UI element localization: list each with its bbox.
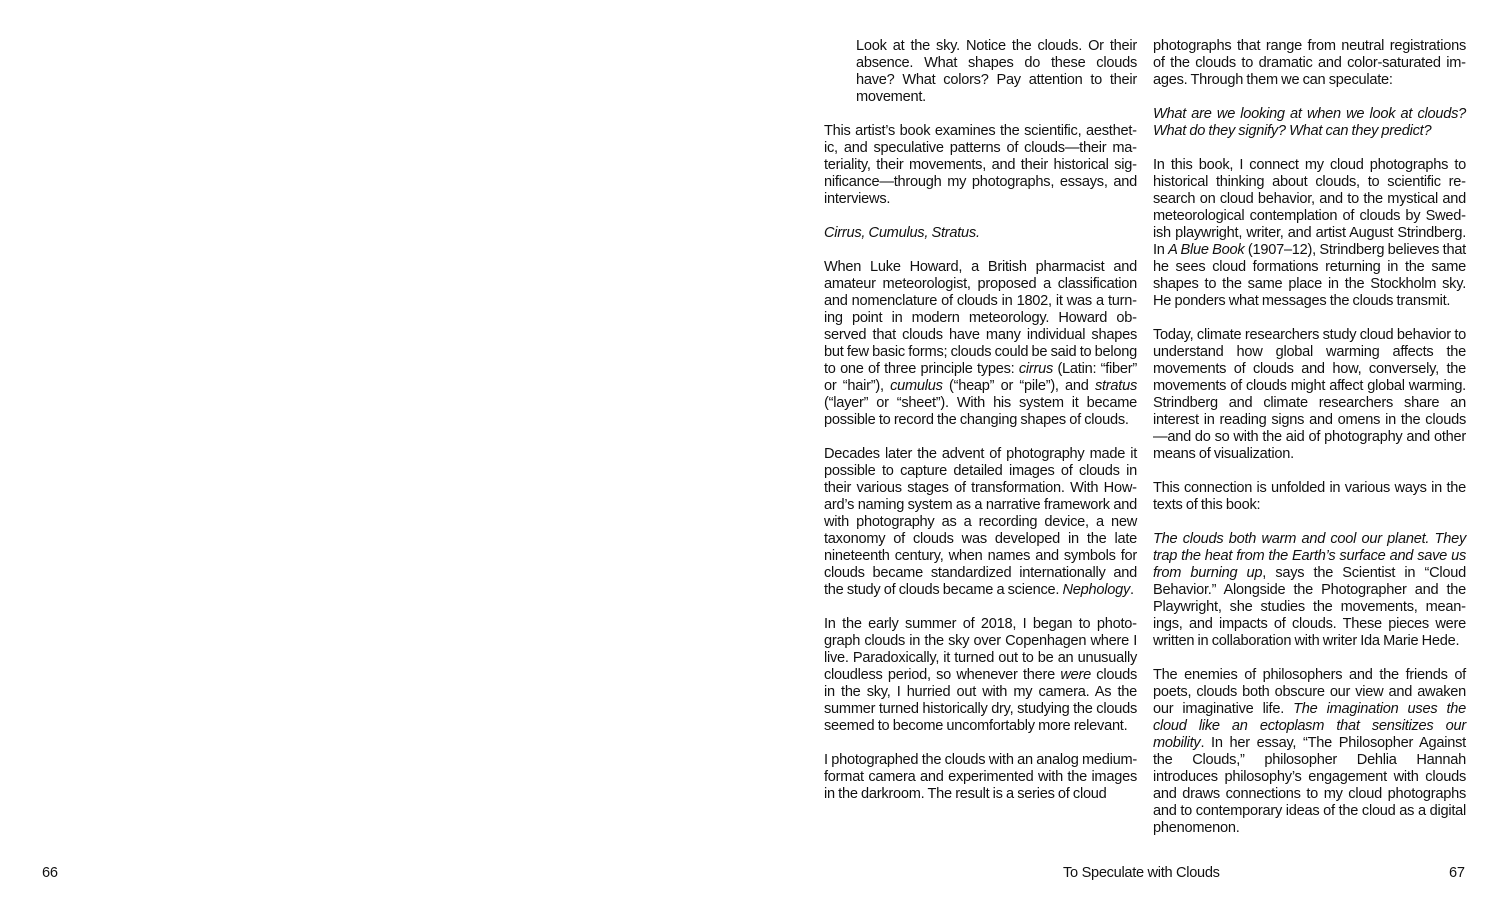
body-paragraph (1153, 157, 1466, 310)
text-run: Today, climate researchers study cloud behavior to understand how global warming affects the movements of clouds and how, conversely, the movements of clouds might affect global warming. Strindberg and climate researchers share an interest in reading signs and omens in the clouds—and do so with the aid of photography and other means of visualization. (1153, 327, 1466, 462)
text-run: I photographed the clouds with an analog medium-format camera and experimented with the images in the darkroom. The result is a series of cloud (824, 752, 1137, 802)
text-run: clouds in the sky, I hurried out with my camera. As the summer turned historically dry, studying the clouds seemed to become uncomfortably more relevant. (824, 667, 1137, 734)
body-paragraph (1153, 667, 1466, 837)
italic-text: A Blue Book (1168, 242, 1245, 258)
body-paragraph (824, 225, 1137, 242)
body-paragraph (1153, 480, 1466, 514)
body-paragraph (1153, 327, 1466, 463)
italic-text: Nephology (1062, 582, 1131, 598)
text-run: , says the Scientist in “Cloud Behavior.” Alongside the Photographer and the Playwright, she studies the movements, meanings, and impacts of clouds. These pieces were written in collaboration with writer Ida Marie Hede. (1153, 565, 1466, 649)
text-run: . In her essay, “The Philosopher Against the Clouds,” philosopher Dehlia Hannah introduces philosophy’s engagement with clouds and draws connections to my cloud photographs and to contemporary ideas of the cloud as a digital phenomenon. (1153, 735, 1466, 836)
text-run: (“heap” or “pile”), and (942, 378, 1095, 394)
text-run: Look at the sky. Notice the clouds. Or their absence. What shapes do these clouds have? What colors? Pay attention to their movement. (856, 38, 1137, 105)
italic-text: The clouds both warm and cool our planet. They trap the heat from the Earth’s surface and save us from burning up (1153, 531, 1466, 581)
text-run: In the early summer of 2018, I began to photograph clouds in the sky over Copenhagen where I live. Paradoxically, it turned out to be an unusually cloudless period, so whenever there (824, 616, 1137, 683)
text-column-right (1153, 38, 1466, 854)
page-number-right: 67 (1449, 865, 1465, 881)
text-run: In this book, I connect my cloud photographs to historical thinking about clouds, to scientific research on cloud behavior, and to the mystical and meteorological contemplation of clouds by Swedish playwright, writer, and artist August Strindberg. In (1153, 157, 1466, 258)
text-run: When Luke Howard, a British pharmacist and amateur meteorologist, proposed a classification and nomenclature of clouds in 1802, it was a turning point in modern meteorology. Howard observed that clouds have many individual shapes but few basic forms; clouds could be said to belong to one of three principle types: (824, 259, 1137, 377)
italic-text: cumulus (890, 378, 943, 394)
italic-text: The imagination uses the cloud like an ectoplasm that sensitizes our mobility (1153, 701, 1466, 751)
text-run: Decades later the advent of photography made it possible to capture detailed images of clouds in their various stages of transformation. With Howard’s naming system as a narrative framework and with photography as a recording device, a new taxonomy of clouds was developed in the late nineteenth century, when names and symbols for clouds became standardized internationally and the study of clouds became a science. (824, 446, 1137, 598)
italic-text: cirrus (1018, 361, 1054, 377)
italic-text: Cirrus, Cumulus, Stratus. (824, 225, 980, 241)
italic-text: were (1060, 667, 1091, 683)
text-run: . (1130, 582, 1134, 598)
italic-text: stratus (1094, 378, 1137, 394)
body-paragraph (1153, 106, 1466, 140)
body-paragraph (824, 446, 1137, 599)
body-paragraph (824, 259, 1137, 429)
text-run: (Latin: “fiber” or “hair”), (824, 361, 1138, 394)
text-run: The enemies of philosophers and the friends of poets, clouds both obscure our view and awaken our imaginative life. (1153, 667, 1466, 717)
text-run: (“layer” or “sheet”). With his system it became possible to record the changing shapes of clouds. (824, 395, 1137, 428)
text-run: This artist’s book examines the scientific, aesthetic, and speculative patterns of clouds—their materiality, their movements, and their historical significance—through my photographs, essays, and interviews. (824, 123, 1137, 207)
body-paragraph (824, 616, 1137, 735)
text-run: This connection is unfolded in various ways in the texts of this book: (1153, 480, 1466, 513)
running-title: To Speculate with Clouds (1063, 865, 1220, 881)
body-paragraph (824, 123, 1137, 208)
page-number-left: 66 (42, 865, 58, 881)
text-run: (1907–12), Strindberg believes that he sees cloud formations returning in the same shapes to the same place in the Stockholm sky. He ponders what messages the clouds transmit. (1153, 242, 1466, 309)
text-column-left (824, 38, 1137, 820)
body-paragraph (1153, 38, 1466, 89)
body-paragraph (1153, 531, 1466, 650)
epigraph-paragraph (856, 38, 1137, 106)
text-run: photographs that range from neutral registrations of the clouds to dramatic and color-saturated images. Through them we can speculate: (1153, 38, 1466, 88)
body-paragraph (824, 752, 1137, 803)
italic-text: What are we looking at when we look at clouds? What do they signify? What can they predict? (1153, 106, 1466, 139)
